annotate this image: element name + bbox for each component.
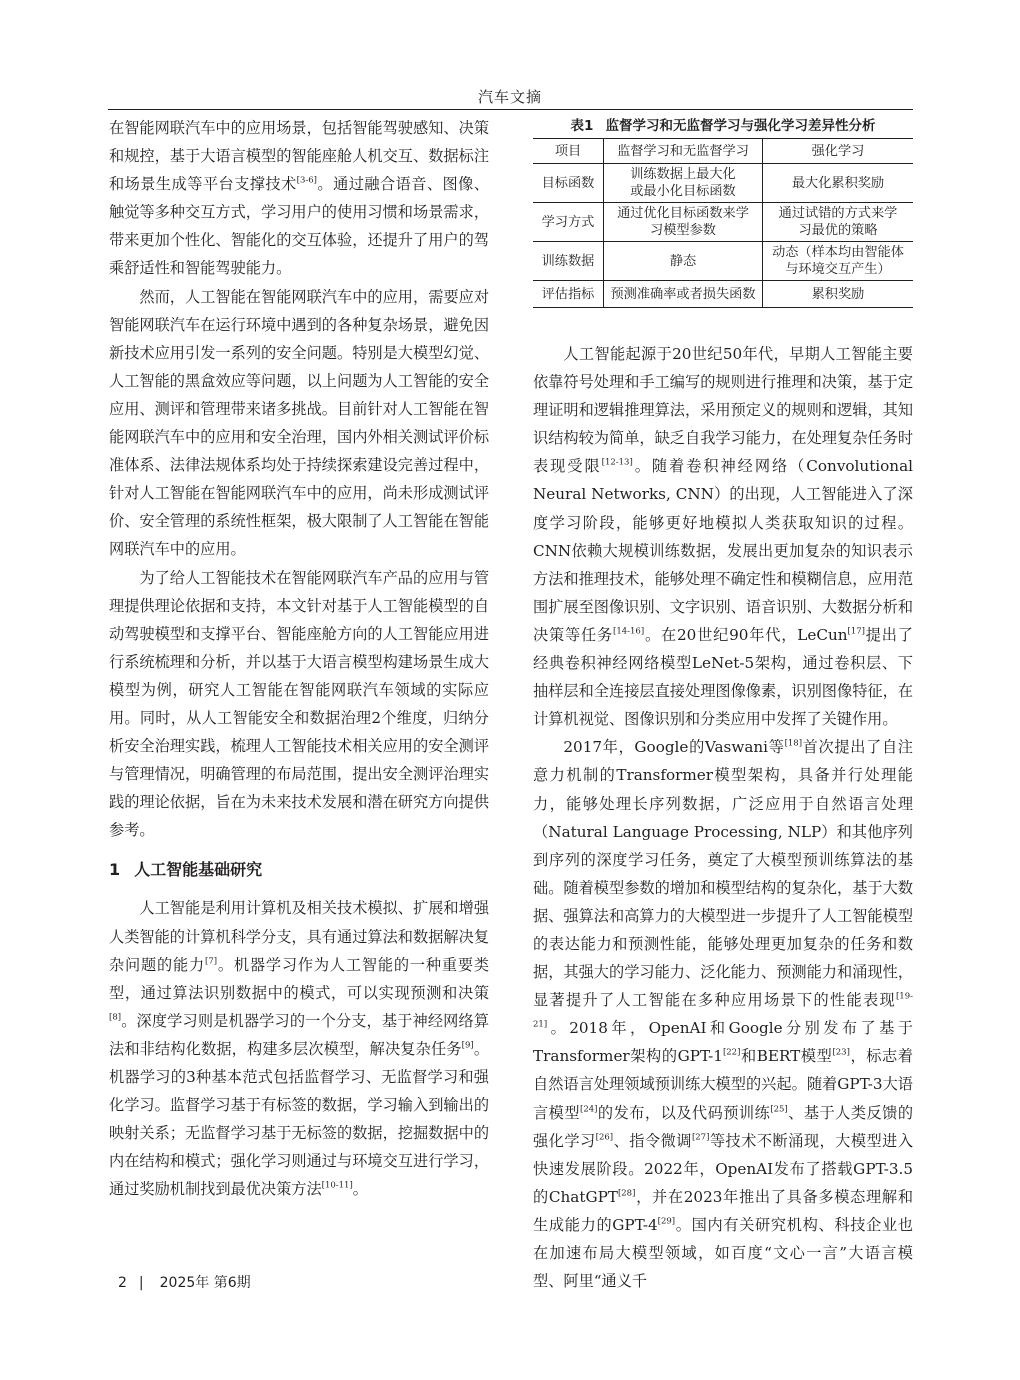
text-run: 。国内有关研究机构、科技企业也在加速布局大模型领域，如百度“文心一言”大语言模型、阿里“通义千	[533, 1215, 913, 1291]
table-cell: 评估指标	[533, 281, 604, 308]
citation: [17]	[847, 626, 865, 637]
text-run: 和BERT模型	[740, 1047, 833, 1066]
table-cell: 最大化累积奖励	[763, 164, 914, 203]
citation: [12-13]	[601, 458, 633, 468]
table-title: 监督学习和无监督学习与强化学习差异性分析	[605, 118, 876, 134]
table-label: 表1	[570, 118, 594, 134]
footer-divider: |	[138, 1275, 144, 1291]
left-column	[109, 114, 489, 1203]
table-row	[533, 281, 913, 308]
citation: [25]	[770, 1104, 788, 1115]
citation: [19-21]	[533, 991, 913, 1030]
table-row	[533, 164, 913, 203]
text-run: 。通过融合语音、图像、触觉等多种交互方式，学习用户的使用习惯和场景需求，带来更加个性化、智能化的交互体验，还提升了用户的驾乘舒适性和智能驾驶能力。	[109, 175, 490, 278]
citation: [10-11]	[321, 1181, 353, 1191]
text-run: 在智能网联汽车中的应用场景，包括智能驾驶感知、决策和规控，基于大语言模型的智能座舱人机交互、数据标注和场景生成等平台支撑技术	[109, 119, 489, 194]
comparison-table	[533, 138, 913, 308]
table-cell: 静态	[604, 242, 763, 281]
paragraph	[109, 114, 489, 283]
comparison-table-block	[533, 116, 913, 308]
citation: [8]	[109, 1012, 122, 1023]
issue-label: 2025年 第6期	[159, 1275, 251, 1291]
page-footer	[118, 1272, 251, 1292]
text-run: 首次提出了自注意力机制的Transformer模型架构，具备并行处理能力，能够处理长序列数据，广泛应用于自然语言处理（Natural Language Processing, NLP）和其他序列到序列的深度学习任务，奠定了大模型预训练算法的基础。随着模型参数的增加和模型结构的复杂化，基于大数据、强算法和高算力的大模型进一步提升了人工智能模型的表达能力和预测性能，能够处理更加复杂的任务和数据，其强大的学习能力、泛化能力、预测能力和涌现性，显著提升了人工智能在多种应用场景下的性能表现	[533, 738, 913, 1010]
table-row	[533, 203, 913, 242]
table-header-cell: 强化学习	[763, 139, 914, 164]
citation: [29]	[657, 1216, 676, 1227]
paragraph	[533, 340, 913, 733]
text-run: 。2018年，OpenAI和Google分别发布了基于Transformer架构的GPT-1	[533, 1019, 913, 1066]
citation: [7]	[205, 956, 218, 967]
table-cell: 动态（样本均由智能体 与环境交互产生）	[763, 242, 914, 281]
running-head: 汽车文摘	[477, 88, 542, 106]
table-cell: 学习方式	[533, 203, 604, 242]
table-cell: 目标函数	[533, 164, 604, 203]
text-run: 、指令微调	[613, 1131, 692, 1150]
text-run: ，标志着自然语言处理领域预训练大模型的兴起。随着GPT-3大语言模型	[533, 1047, 914, 1122]
table-cell: 训练数据上最大化 或最小化目标函数	[604, 164, 763, 203]
text-run: 。机器学习的3种基本范式包括监督学习、无监督学习和强化学习。监督学习基于有标签的数据，学习输入到输出的映射关系；无监督学习基于无标签的数据，挖掘数据中的内在结构和模式；强化学习则通过与环境交互进行学习，通过奖励机制找到最优决策方法	[109, 1039, 490, 1199]
table-cell: 预测准确率或者损失函数	[604, 281, 763, 308]
table-cell: 累积奖励	[763, 281, 914, 308]
table-header-row	[533, 139, 913, 164]
text-run: 人工智能起源于20世纪50年代，早期人工智能主要依靠符号处理和手工编写的规则进行推理和决策，基于定理证明和逻辑推理算法，采用预定义的规则和逻辑，其知识结构较为简单，缺乏自我学习能力，在处理复杂任务时表现受限	[533, 345, 913, 476]
text-run: 。机器学习作为人工智能的一种重要类型，通过算法识别数据中的模式，可以实现预测和决策	[109, 955, 490, 1002]
citation: [18]	[784, 738, 803, 749]
table-row	[533, 242, 913, 281]
section-heading	[109, 856, 489, 884]
text-run: 。随着卷积神经网络（Convolutional Neural Networks, CNN）的出现，人工智能进入了深度学习阶段，能够更好地模拟人类获取知识的过程。CNN依赖大规模训练数据，发展出更加复杂的知识表示方法和推理技术，能够处理不确定性和模糊信息，应用范围扩展至图像识别、文字识别、语音识别、大数据分析和决策等任务	[533, 457, 913, 644]
table-cell: 通过试错的方式来学 习最优的策略	[763, 203, 914, 242]
text-run: 。在20世纪90年代，LeCun	[644, 625, 848, 644]
paragraph: 然而，人工智能在智能网联汽车中的应用，需要应对智能网联汽车在运行环境中遇到的各种复杂场景，避免因新技术应用引发一系列的安全问题。特别是大模型幻觉、人工智能的黑盒效应等问题，以上问题为人工智能的安全应用、测评和管理带来诸多挑战。目前针对人工智能在智能网联汽车中的应用和安全治理，国内外相关测试评价标准体系、法律法规体系均处于持续探索建设完善过程中，针对人工智能在智能网联汽车中的应用，尚未形成测试评价、安全管理的系统性框架，极大限制了人工智能在智能网联汽车中的应用。	[109, 287, 489, 559]
right-column	[533, 340, 913, 1295]
text-run: 等技术不断涌现，大模型进入快速发展阶段。2022年，OpenAI发布了搭载GPT-3.5的ChatGPT	[533, 1131, 914, 1206]
citation: [24]	[580, 1104, 598, 1115]
table-caption	[533, 116, 913, 138]
text-run: 的发布，以及代码预训练	[597, 1103, 771, 1122]
citation: [28]	[617, 1188, 636, 1199]
section-title: 人工智能基础研究	[134, 860, 263, 880]
table-header-cell: 项目	[533, 139, 604, 164]
page-number: 2	[118, 1275, 127, 1291]
citation: [27]	[691, 1132, 710, 1143]
text-run: 、基于人类反馈的强化学习	[533, 1103, 914, 1150]
paragraph: 为了给人工智能技术在智能网联汽车产品的应用与管理提供理论依据和支持，本文针对基于人工智能模型的自动驾驶模型和支撑平台、智能座舱方向的人工智能应用进行系统梳理和分析，并以基于大语言模型构建场景生成大模型为例，研究人工智能在智能网联汽车领域的实际应用。同时，从人工智能安全和数据治理2个维度，归纳分析安全治理实践，梳理人工智能技术相关应用的安全测评与管理情况，明确管理的布局范围，提出安全测评治理实践的理论依据，旨在为未来技术发展和潜在研究方向提供参考。	[109, 568, 489, 840]
paragraph	[533, 733, 913, 1295]
table-cell: 训练数据	[533, 242, 604, 281]
citation: [23]	[832, 1047, 850, 1058]
section-number: 1	[109, 860, 121, 880]
table-header-cell: 监督学习和无监督学习	[604, 139, 763, 164]
citation: [9]	[461, 1040, 474, 1051]
citation: [3-6]	[296, 175, 317, 186]
text-run: 。深度学习则是机器学习的一个分支，基于神经网络算法和非结构化数据，构建多层次模型，解决复杂任务	[109, 1011, 489, 1058]
citation: [22]	[722, 1047, 741, 1058]
paragraph	[109, 894, 489, 1203]
text-run: 。	[352, 1180, 368, 1199]
text-run: 人工智能是利用计算机及相关技术模拟、扩展和增强人类智能的计算机科学分支，具有通过算法和数据解决复杂问题的能力	[109, 899, 489, 974]
header-rule	[108, 109, 913, 110]
table-cell: 通过优化目标函数来学 习模型参数	[604, 203, 763, 242]
citation: [26]	[595, 1132, 614, 1143]
citation: [14-16]	[613, 626, 645, 637]
text-run: ，并在2023年推出了具备多模态理解和生成能力的GPT-4	[533, 1187, 914, 1234]
text-run: 2017年，Google的Vaswani等	[563, 738, 785, 757]
text-run: 提出了经典卷积神经网络模型LeNet-5架构，通过卷积层、下抽样层和全连接层直接处理图像像素，识别图像特征，在计算机视觉、图像识别和分类应用中发挥了关键作用。	[533, 625, 913, 729]
